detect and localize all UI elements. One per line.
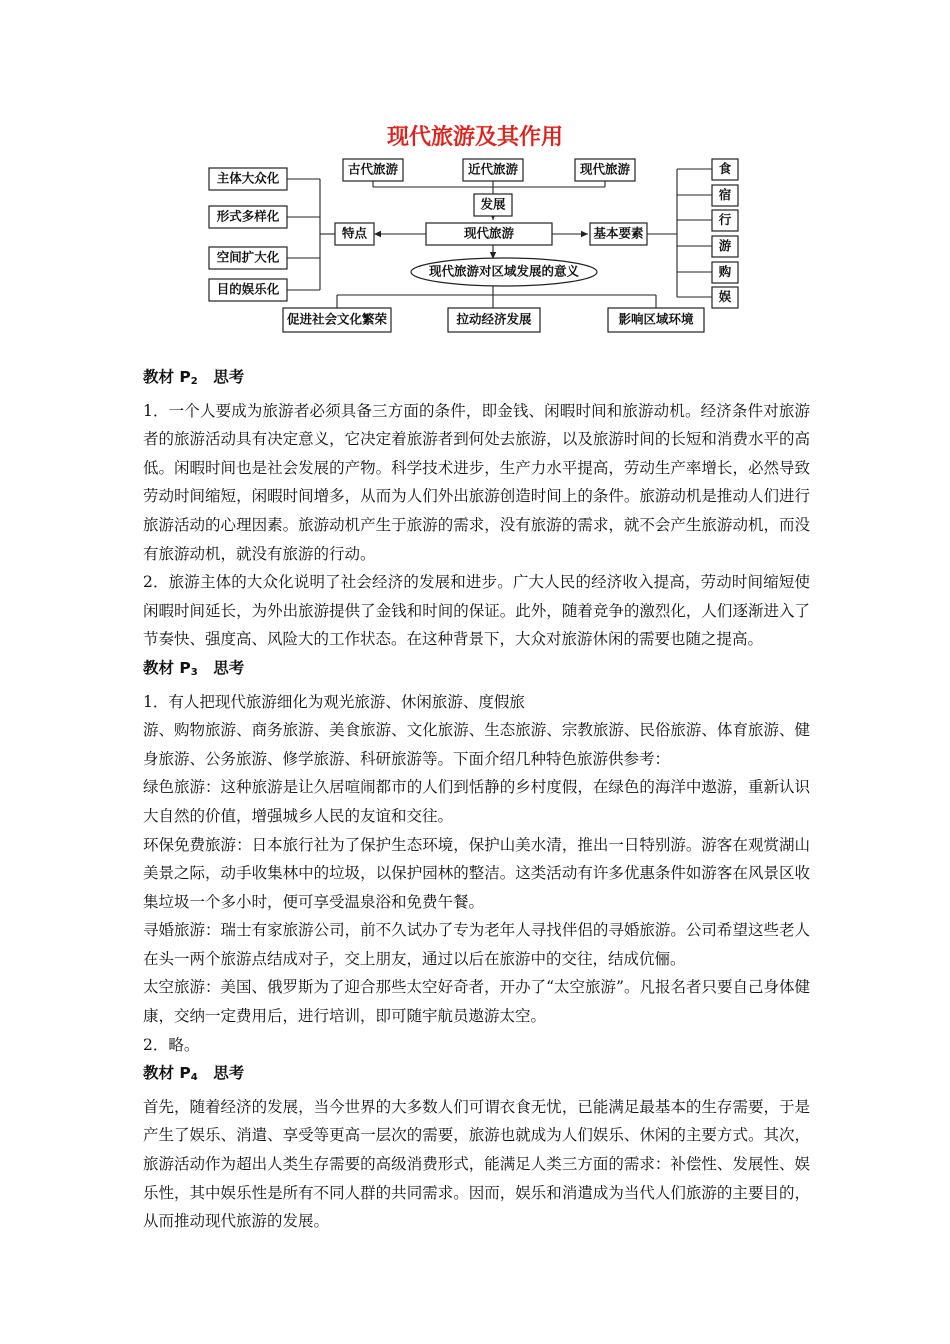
- element-box: [712, 287, 738, 308]
- paragraph: 2．旅游主体的大众化说明了社会经济的发展和进步。广大人民的经济收入提高，劳动时间缩短使闲暇时间延长，为外出旅游提供了金钱和时间的保证。此外，随着竞争的激烈化，人们逐渐进入了节奏快、强度高、风险大的工作状态。在这种背景下，大众对旅游休闲的需要也随之提高。: [143, 573, 810, 649]
- top-row-label: 现代旅游: [579, 161, 631, 177]
- develop-label: 发展: [480, 196, 506, 212]
- element-label: 购: [718, 264, 732, 279]
- text-content: [143, 363, 810, 1236]
- page-title: 现代旅游及其作用: [386, 125, 563, 150]
- section-heading: 教材 $P_2$ 思考: [143, 368, 245, 387]
- features-label: 特点: [341, 225, 368, 241]
- top-row-box: [343, 159, 403, 181]
- top-row-label: 古代旅游: [347, 161, 399, 177]
- feature-label: 目的娱乐化: [216, 281, 280, 297]
- feature-box: [209, 247, 287, 269]
- center-box: [426, 223, 552, 245]
- feature-box: [209, 279, 287, 301]
- concept-diagram: [0, 150, 950, 340]
- bottom-row-label: 促进社会文化繁荣: [286, 311, 388, 327]
- paragraph: 首先，随着经济的发展，当今世界的大多数人们可谓衣食无忧，已能满足最基本的生存需要，于是产生了娱乐、消遣、享受等更高一层次的需要，旅游也就成为人们娱乐、休闲的主要方式。其次，旅游活动作为超出人类生存需要的高级消费形式，能满足人类三方面的需求：补偿性、发展性、娱乐性，其中娱乐性是所有不同人群的共同需求。因而，娱乐和消遣成为当代人们旅游的主要目的，从而推动现代旅游的发展。: [143, 1097, 810, 1231]
- paragraph: 游、购物旅游、商务旅游、美食旅游、文化旅游、生态旅游、宗教旅游、民俗旅游、体育旅游、健身旅游、公务旅游、修学旅游、科研旅游等。下面介绍几种特色旅游供参考：: [143, 721, 810, 768]
- significance-ellipse: [411, 258, 597, 286]
- significance-label: 现代旅游对区域发展的意义: [428, 263, 580, 279]
- element-label: 娱: [718, 289, 732, 304]
- bottom-row-box: [283, 308, 391, 332]
- feature-box: [209, 168, 287, 190]
- section-heading: 教材 $P_4$ 思考: [143, 1064, 245, 1084]
- paragraph: 1．有人把现代旅游细化为观光旅游、休闲旅游、度假旅: [143, 692, 525, 711]
- feature-label: 形式多样化: [216, 208, 280, 224]
- element-box: [712, 159, 738, 180]
- develop-box: [474, 194, 512, 216]
- elements-box: [590, 223, 647, 245]
- element-box: [712, 185, 738, 206]
- paragraph: 环保免费旅游：日本旅行社为了保护生态环境，保护山美水清，推出一日特别游。游客在观赏湖山美景之际，动手收集林中的垃圾，以保护园林的整洁。这类活动有许多优惠条件如游客在风景区收集垃圾一个多小时，便可享受温泉浴和免费午餐。: [143, 835, 810, 911]
- bottom-row-box: [448, 308, 540, 332]
- center-label: 现代旅游: [463, 225, 515, 241]
- bottom-row-label: 影响区域环境: [618, 311, 694, 327]
- feature-label: 主体大众化: [216, 170, 280, 186]
- bottom-row-box: [608, 308, 704, 332]
- top-row-label: 近代旅游: [467, 161, 519, 177]
- paragraph: 1．一个人要成为旅游者必须具备三方面的条件，即金钱、闲暇时间和旅游动机。经济条件对旅游者的旅游活动具有决定意义，它决定着旅游者到何处去旅游，以及旅游时间的长短和消费水平的高低。闲暇时间也是社会发展的产物。科学技术进步，生产力水平提高，劳动生产率增长，必然导致劳动时间缩短，闲暇时间增多，从而为人们外出旅游创造时间上的条件。旅游动机是推动人们进行旅游活动的心理因素。旅游动机产生于旅游的需求，没有旅游的需求，就不会产生旅游动机，而没有旅游动机，就没有旅游的行动。: [143, 401, 810, 563]
- element-label: 食: [718, 161, 732, 176]
- element-label: 宿: [718, 187, 732, 202]
- section-heading: 教材 $P_3$ 思考: [143, 658, 245, 678]
- feature-box: [209, 206, 287, 228]
- element-label: 行: [718, 212, 732, 227]
- top-row-box: [575, 159, 635, 181]
- element-box: [712, 262, 738, 283]
- top-row-box: [463, 159, 523, 181]
- paragraph: 寻婚旅游：瑞士有家旅游公司，前不久试办了专为老年人寻找伴侣的寻婚旅游。公司希望这些老人在头一两个旅游点结成对子，交上朋友，通过以后在旅游中的交往，结成伉俪。: [143, 921, 810, 968]
- element-box: [712, 236, 738, 257]
- elements-label: 基本要素: [593, 225, 644, 241]
- element-label: 游: [718, 238, 732, 253]
- feature-label: 空间扩大化: [216, 249, 280, 265]
- paragraph: 2．略。: [143, 1035, 200, 1054]
- bottom-row-label: 拉动经济发展: [456, 311, 532, 327]
- paragraph: 太空旅游：美国、俄罗斯为了迎合那些太空好奇者，开办了“太空旅游”。凡报名者只要自己身体健康，交纳一定费用后，进行培训，即可随宇航员遨游太空。: [143, 978, 810, 1026]
- features-box: [335, 223, 374, 245]
- element-box: [712, 210, 738, 231]
- paragraph: 绿色旅游：这种旅游是让久居喧闹都市的人们到恬静的乡村度假，在绿色的海洋中遨游，重新认识大自然的价值，增强城乡人民的友谊和交往。: [143, 778, 810, 825]
